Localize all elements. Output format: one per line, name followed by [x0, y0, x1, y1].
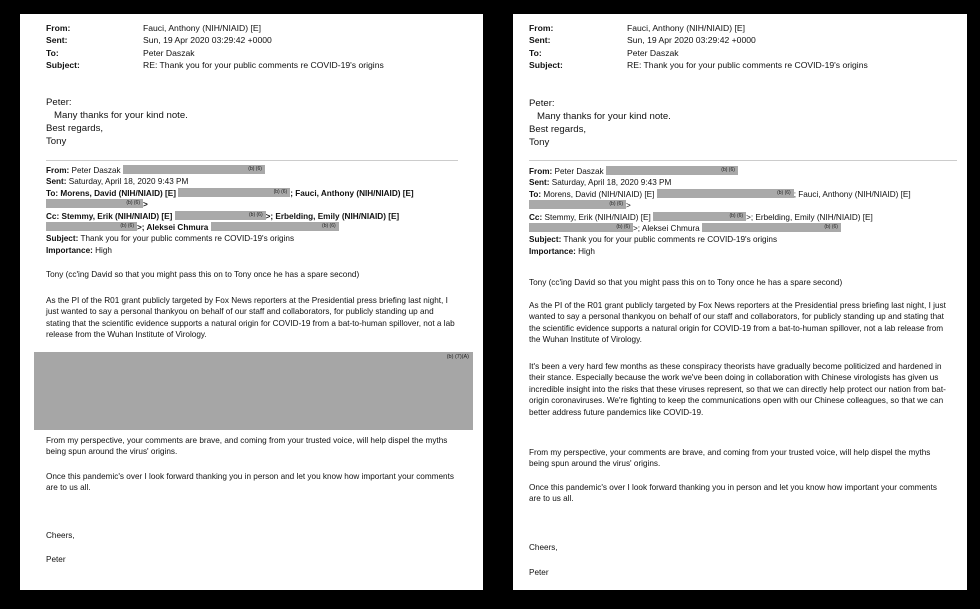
redaction-block	[211, 222, 339, 231]
fwd-cc-label: Cc:	[529, 212, 543, 222]
fwd-cc-value-a: Stemmy, Erik (NIH/NIAID) [E]	[61, 211, 173, 221]
to-value: Peter Daszak	[627, 47, 679, 58]
document-page-left	[20, 14, 483, 590]
sent-label: Sent:	[46, 35, 68, 46]
redaction-code: (b) (6)	[721, 167, 735, 173]
note-closing: Best regards,	[529, 124, 587, 135]
from-label: From:	[46, 23, 71, 33]
redaction-block	[653, 212, 746, 221]
email-body	[529, 300, 949, 346]
email-closing: Cheers,	[46, 531, 75, 540]
fwd-importance-label: Importance:	[46, 245, 93, 255]
sent-label: Sent:	[529, 35, 551, 46]
redaction-block	[46, 199, 143, 208]
fwd-cc-value-c: >; Aleksei Chmura	[137, 222, 209, 232]
fwd-to-value-a: Morens, David (NIH/NIAID) [E]	[543, 189, 655, 199]
fwd-from-label: From:	[46, 166, 70, 175]
subject-label: Subject:	[529, 59, 563, 70]
to-label: To:	[46, 47, 59, 58]
note-greeting: Peter:	[46, 97, 72, 108]
fwd-to-label: To:	[529, 189, 542, 199]
subject-value: RE: Thank you for your public comments re COVID-19's origins	[627, 59, 868, 70]
reply-note	[529, 97, 671, 149]
email-body	[46, 435, 458, 458]
fwd-cc-label: Cc:	[46, 211, 60, 221]
fwd-subject-value: Thank you for your public comments re COVID-19's origins	[80, 234, 295, 244]
redaction-block	[123, 165, 265, 174]
fwd-to-value-b: ; Fauci, Anthony (NIH/NIAID) [E]	[793, 189, 911, 199]
subject-value: RE: Thank you for your public comments re COVID-19's origins	[143, 59, 384, 70]
note-line: Many thanks for your kind note.	[537, 111, 671, 122]
redaction-block	[529, 223, 633, 232]
fwd-to-value-a: Morens, David (NIH/NIAID) [E]	[60, 188, 176, 198]
document-page-right	[513, 14, 967, 590]
redaction-code: (b) (6)	[120, 222, 134, 229]
fwd-sent-label: Sent:	[46, 177, 67, 187]
fwd-cc-value-c: >; Aleksei Chmura	[633, 223, 700, 233]
email-signature: Peter	[46, 555, 66, 564]
fwd-sent-value: Saturday, April 18, 2020 9:43 PM	[68, 177, 189, 187]
redaction-code: (b) (6)	[126, 200, 140, 207]
redaction-code: (b) (6)	[616, 223, 630, 230]
body-paragraph: From my perspective, your comments are brave, and coming from your trusted voice, will help dispel the myths being spun around the virus' origins.	[46, 436, 448, 457]
note-closing: Best regards,	[46, 123, 104, 134]
divider	[46, 160, 458, 161]
redaction-code: (b) (6)	[729, 212, 744, 219]
redaction-block	[606, 166, 738, 175]
body-paragraph: Once this pandemic's over I look forward thanking you in person and let you know how important your comments are to us all.	[46, 472, 454, 493]
email-header	[529, 22, 868, 71]
divider	[529, 160, 957, 161]
fwd-subject-label: Subject:	[46, 234, 79, 244]
email-body	[46, 471, 458, 494]
fwd-importance-value: High	[578, 246, 595, 256]
fwd-to-value-b: ; Fauci, Anthony (NIH/NIAID) [E]	[290, 188, 414, 198]
redaction-code: (b) (6)	[273, 188, 288, 195]
redaction-block	[702, 223, 841, 232]
sent-value: Sun, 19 Apr 2020 03:29:42 +0000	[627, 35, 756, 46]
fwd-sent-label: Sent:	[529, 178, 550, 188]
fwd-importance-label: Importance:	[529, 246, 576, 256]
email-header	[46, 22, 384, 71]
from-value: Fauci, Anthony (NIH/NIAID) [E]	[143, 23, 261, 33]
redaction-code: (b) (6)	[824, 223, 838, 230]
redaction-code: (b) (6)	[248, 166, 262, 172]
email-signature: Peter	[529, 568, 549, 577]
forwarded-header: From: Peter Daszak (b) (6) Sent: Saturday, April 18, 2020 9:43 PM To: Morens, David (NIH/NIAID) [E] (b) (6) ; Fauci, Anthony (NIH/NIAID) [E] (b) (6) > Cc: Stemmy, Erik (NIH/NIAID) [E] (b) (6) >; Erbelding, Emily (NIH/NIAID) [E] (b) (6) >; Aleksei Chmura (b) (6) Subject: Thank you for your public comments re COVID-19's origins Importance: High	[46, 166, 414, 255]
fwd-from-label: From:	[529, 167, 553, 176]
reply-note	[46, 96, 188, 148]
note-signature: Tony	[529, 137, 550, 148]
to-label: To:	[529, 47, 542, 58]
fwd-subject-value: Thank you for your public comments re COVID-19's origins	[563, 235, 778, 245]
fwd-cc-value-b: >; Erbelding, Emily (NIH/NIAID) [E]	[265, 211, 400, 221]
forwarded-header: From: Peter Daszak (b) (6) Sent: Saturday, April 18, 2020 9:43 PM To: Morens, David (NIH/NIAID) [E] (b) (6) ; Fauci, Anthony (NIH/NIAID) [E] (b) (6) > Cc: Stemmy, Erik (NIH/NIAID) [E] (b) (6) >; Erbelding, Emily (NIH/NIAID) [E] (b) (6) >; Aleksei Chmura (b) (6) Subject: Thank you for your public comments re COVID-19's origins Importance: High	[529, 167, 911, 256]
body-paragraph: As the PI of the R01 grant publicly targeted by Fox News reporters at the Presidential press briefing last night, I just wanted to say a personal thankyou on behalf of our staff and collaborators, for publicly standing up and stating that the scientific evidence supports a natural origin for COVID-19 from a bat-to-human spillover, not a lab release from the Wuhan Institute of Virology.	[46, 296, 455, 340]
redaction-block	[529, 200, 626, 209]
redaction-code: (b) (6)	[609, 201, 623, 208]
body-paragraph: As the PI of the R01 grant publicly targeted by Fox News reporters at the Presidential press briefing last night, I just wanted to say a personal thankyou on behalf of our staff and collaborators, for publicly standing up and stating that the scientific evidence supports a natural origin for COVID-19 from a bat-to-human spillover, not a lab release from the Wuhan Institute of Virology.	[529, 301, 946, 345]
email-closing: Cheers,	[529, 543, 558, 552]
sent-value: Sun, 19 Apr 2020 03:29:42 +0000	[143, 35, 272, 46]
redaction-block	[46, 222, 137, 231]
fwd-sent-value: Saturday, April 18, 2020 9:43 PM	[551, 178, 672, 188]
body-paragraph: Tony (cc'ing David so that you might pass this on to Tony once he has a spare second)	[46, 270, 360, 279]
email-body	[46, 295, 458, 341]
fwd-cc-value-a: Stemmy, Erik (NIH/NIAID) [E]	[544, 212, 651, 222]
redaction-block	[175, 211, 266, 220]
fwd-to-label: To:	[46, 188, 59, 198]
email-body	[46, 269, 458, 280]
to-value: Peter Daszak	[143, 47, 195, 58]
redaction-code: (b) (7)(A)	[446, 354, 469, 360]
redaction-code: (b) (6)	[777, 189, 791, 196]
subject-label: Subject:	[46, 59, 80, 70]
redaction-block-large	[34, 352, 473, 430]
body-paragraph: Once this pandemic's over I look forward thanking you in person and let you know how important your comments are to us all.	[529, 483, 937, 504]
email-body	[529, 447, 949, 470]
redaction-code: (b) (6)	[322, 222, 336, 229]
from-value: Fauci, Anthony (NIH/NIAID) [E]	[627, 23, 745, 33]
body-paragraph: It's been a very hard few months as these conspiracy theorists have gradually become politicized and hardened in their stance. Especially because the work we've been doing in collaboration with Chinese virologists has given us incredible insight into the risks that these viruses represent, so that we can directly help protect our nation from bat-origin coronaviruses. We're fighting to keep the communications open with our Chinese colleagues, so that we can better address future pandemics like COVID-19.	[529, 362, 946, 417]
note-greeting: Peter:	[529, 98, 555, 109]
redaction-code: (b) (6)	[249, 211, 263, 218]
fwd-importance-value: High	[95, 245, 112, 255]
fwd-cc-value-b: >; Erbelding, Emily (NIH/NIAID) [E]	[746, 212, 873, 222]
email-body	[529, 361, 949, 418]
from-label: From:	[529, 23, 554, 33]
fwd-subject-label: Subject:	[529, 235, 562, 245]
fwd-from-value: Peter Daszak	[71, 166, 121, 175]
body-paragraph: From my perspective, your comments are brave, and coming from your trusted voice, will help dispel the myths being spun around the virus' origins.	[529, 448, 931, 469]
note-signature: Tony	[46, 136, 67, 147]
body-paragraph: Tony (cc'ing David so that you might pass this on to Tony once he has a spare second)	[529, 278, 843, 287]
redaction-block	[178, 188, 290, 197]
email-body	[529, 277, 949, 288]
note-line: Many thanks for your kind note.	[54, 110, 188, 121]
redaction-block	[657, 189, 794, 198]
fwd-from-value: Peter Daszak	[554, 167, 604, 176]
email-body	[529, 482, 949, 505]
